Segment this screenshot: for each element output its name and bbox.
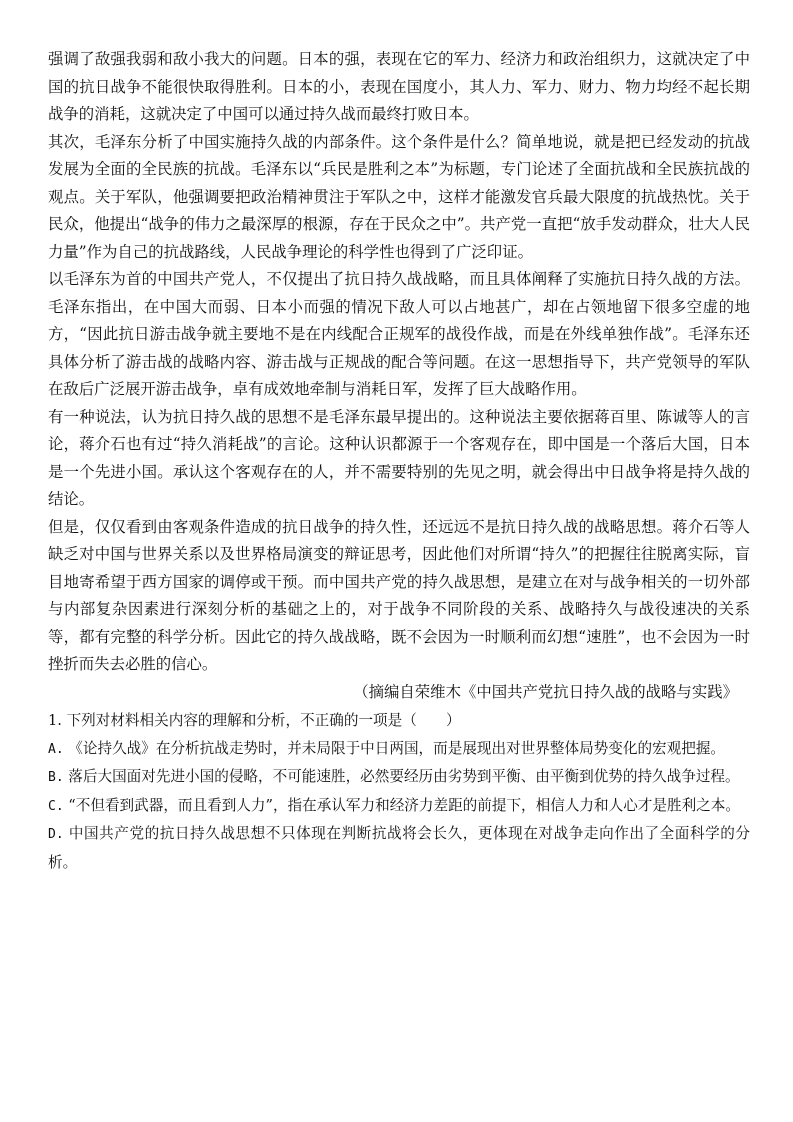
article-paragraph-1: 强调了敌强我弱和敌小我大的问题。日本的强，表现在它的军力、经济力和政治组织力，这就决定了中国的抗日战争不能很快取得胜利。日本的小，表现在国度小，其人力、军力、财力、物力均经不起长期战争的消耗，这就决定了中国可以通过持久战而最终打败日本。: [48, 50, 750, 123]
option-a-text: 《论持久战》在分析抗战走势时，并未局限于中日两国，而是展现出对世界整体局势变化的宏观把握。: [68, 739, 726, 757]
option-b-text: 落后大国面对先进小国的侵略，不可能速胜，必然要经历由劣势到平衡、由平衡到优势的持久战争过程。: [68, 768, 740, 785]
document-page: [48, 46, 750, 876]
option-c[interactable]: [48, 792, 750, 821]
option-b[interactable]: [48, 763, 750, 792]
article-source: （摘编自荣维木《中国共产党抗日持久战的战略与实践》: [353, 682, 738, 701]
option-a-label: A.: [48, 741, 64, 757]
option-b-label: B.: [48, 770, 64, 785]
article-paragraph-3: 以毛泽东为首的中国共产党人，不仅提出了抗日持久战战略，而且具体阐释了实施抗日持久战的方法。毛泽东指出，在中国大而弱、日本小而强的情况下敌人可以占地甚广，却在占领地留下很多空虚的地方，“因此抗日游击战争就主要地不是在内线配合正规军的战役作战，而是在外线单独作战”。毛泽东还具体分析了游击战的战略内容、游击战与正规战的配合等问题。在这一思想指导下，共产党领导的军队在敌后广泛展开游击战争，卓有成效地牵制与消耗日军，发挥了巨大战略作用。: [48, 270, 750, 398]
option-d-label: D.: [48, 827, 64, 842]
article-paragraph-5: 但是，仅仅看到由客观条件造成的抗日战争的持久性，还远远不是抗日持久战的战略思想。蒋介石等人缺乏对中国与世界关系以及世界格局演变的辩证思考，因此他们对所谓“持久”的把握往往脱离实际，盲目地寄希望于西方国家的调停或干预。而中国共产党的持久战思想，是建立在对与战争相关的一切外部与内部复杂因素进行深刻分析的基础之上的，对于战争不同阶段的关系、战略持久与战役速决的关系等，都有完整的科学分析。因此它的持久战战略，既不会因为一时顺利而幻想“速胜”，也不会因为一时挫折而失去必胜的信心。: [48, 517, 750, 673]
article-paragraph-2: 其次，毛泽东分析了中国实施持久战的内部条件。这个条件是什么？简单地说，就是把已经发动的抗战发展为全面的全民族的抗战。毛泽东以“兵民是胜利之本”为标题，专门论述了全面抗战和全民族抗战的观点。关于军队，他强调要把政治精神贯注于军队之中，这样才能激发官兵最大限度的抗战热忱。关于民众，他提出“战争的伟力之最深厚的根源，存在于民众之中”。共产党一直把“放手发动群众，壮大人民力量”作为自己的抗战路线，人民战争理论的科学性也得到了广泛印证。: [48, 132, 750, 261]
question-stem: 1. 下列对材料相关内容的理解和分析，不正确的一项是（ ）: [48, 712, 461, 729]
article-paragraph-4: 有一种说法，认为抗日持久战的思想不是毛泽东最早提出的。这种说法主要依据蒋百里、陈诚等人的言论，蒋介石也有过“持久消耗战”的言论。这种认识都源于一个客观存在，即中国是一个落后大国，日本是一个先进小国。承认这个客观存在的人，并不需要特别的先见之明，就会得出中日战争将是持久战的结论。: [48, 407, 750, 508]
question-block: [48, 707, 750, 876]
option-d-text: 中国共产党的抗日持久战思想不只体现在判断抗战将会长久，更体现在对战争走向作出了全面科学的分析。: [48, 825, 750, 871]
option-d[interactable]: [48, 820, 750, 876]
option-c-text: “不但看到武器，而且看到人力”，指在承认军力和经济力差距的前提下，相信人力和人心才是胜利之本。: [68, 796, 740, 814]
option-a[interactable]: [48, 735, 750, 764]
option-c-label: C.: [48, 798, 64, 814]
